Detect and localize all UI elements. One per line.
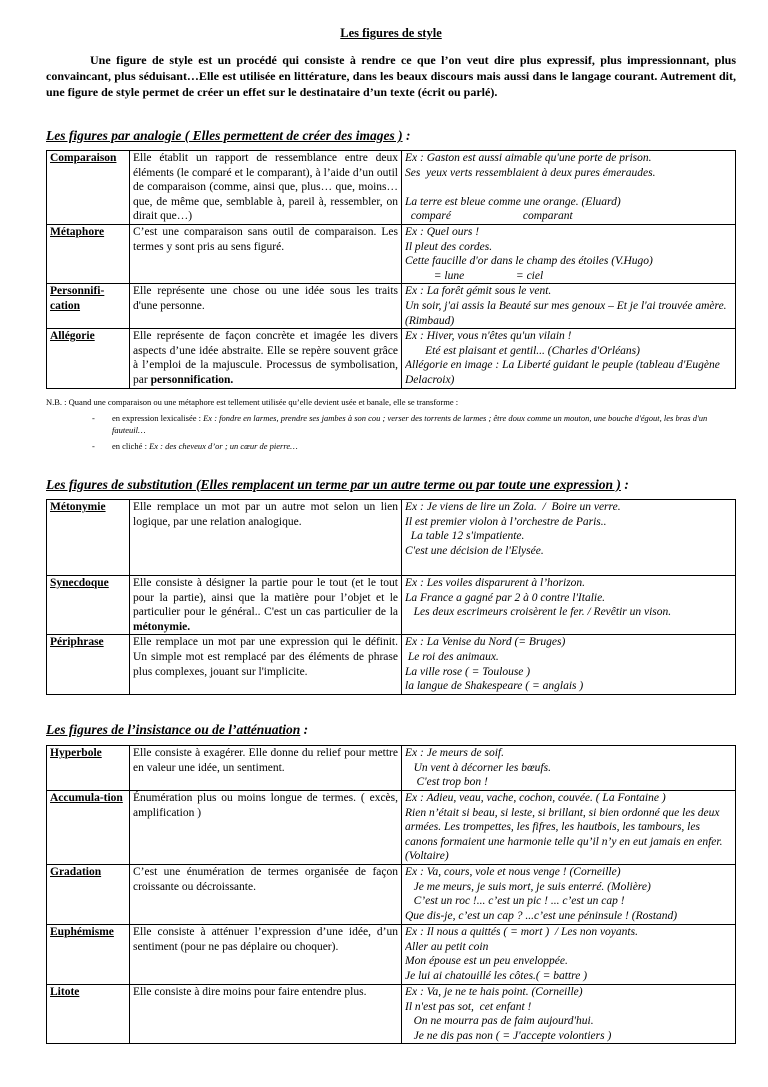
figure-definition: Elle consiste à exagérer. Elle donne du relief pour mettre en valeur une idée, un sentiment. bbox=[130, 746, 402, 791]
figure-definition: C’est une énumération de termes organisée de façon croissante ou décroissante. bbox=[130, 865, 402, 925]
example-line: Je me meurs, je suis mort, je suis enterré. (Molière) bbox=[405, 880, 651, 893]
example-line: la langue de Shakespeare ( = anglais ) bbox=[405, 680, 584, 693]
table-row bbox=[47, 791, 736, 865]
figure-examples bbox=[402, 329, 736, 389]
figure-definition: Elle représente de façon concrète et imagée les divers aspects d’une idée abstraite. Elle se repère souvent grâce à l’emploi de la majuscule. Processus de symbolisation, par personnification. bbox=[130, 329, 402, 389]
table-row bbox=[47, 635, 736, 695]
figure-definition: Elle consiste à atténuer l’expression d’une idée, d’un sentiment (pour ne pas déplaire ou choquer). bbox=[130, 925, 402, 985]
example-line: La terre est bleue comme une orange. (Eluard) bbox=[405, 195, 621, 208]
example-line: Ex : Va, cours, vole et nous venge ! (Corneille) bbox=[405, 866, 621, 878]
figure-examples bbox=[402, 151, 736, 225]
figure-examples bbox=[402, 925, 736, 985]
example-line: Ex : Je viens de lire un Zola. / Boire un verre. bbox=[405, 501, 621, 513]
figure-definition: Elle remplace un mot par un autre mot selon un lien logique, par une relation analogique. bbox=[130, 500, 402, 576]
figure-examples bbox=[402, 746, 736, 791]
nb-note bbox=[46, 396, 736, 452]
example-line: Ex : La forêt gémit sous le vent. bbox=[405, 285, 552, 298]
figure-definition: Elle consiste à désigner la partie pour le tout (et le tout pour la partie), ainsi que la matière pour l’objet et le particulier pour le général.. C'est un cas particulier de la métonymie. bbox=[130, 576, 402, 635]
intro-paragraph: Une figure de style est un procédé qui consiste à rendre ce que l’on veut dire plus expressif, plus impressionnant, plus convaincant, plus séduisant…Elle est utilisée en littérature, dans les beaux discours mais aussi dans le langage courant. Autrement dit, une figure de style permet de créer un effet sur le destinataire d’un texte (écrit ou parlé). bbox=[46, 53, 736, 99]
example-line: Que dis-je, c’est un cap ? ...c’est une péninsule ! (Rostand) bbox=[405, 909, 678, 922]
figure-term: Métaphore bbox=[47, 224, 130, 283]
figure-term: Accumula-tion bbox=[47, 791, 130, 865]
figure-term: Allégorie bbox=[47, 329, 130, 389]
figure-definition: Elle représente une chose ou une idée sous les traits d'une personne. bbox=[130, 284, 402, 329]
figure-examples bbox=[402, 284, 736, 329]
example-line: = lune = ciel bbox=[405, 269, 544, 282]
example-line: Ex : Quel ours ! bbox=[405, 225, 480, 238]
figure-term: Litote bbox=[47, 985, 130, 1044]
example-line: Ex : Va, je ne te hais point. (Corneille) bbox=[405, 986, 583, 998]
table-row bbox=[47, 284, 736, 329]
example-line: Je lui ai chatouillé les côtes.( = battre ) bbox=[405, 969, 588, 982]
example-line bbox=[405, 180, 732, 195]
example-line: Ex : Adieu, veau, vache, cochon, couvée. ( La Fontaine ) bbox=[405, 792, 666, 804]
figure-term: Comparaison bbox=[47, 151, 130, 225]
figure-term: Périphrase bbox=[47, 635, 130, 695]
example-line: Je ne dis pas non ( = J'accepte volontiers ) bbox=[405, 1029, 612, 1042]
example-line: La ville rose ( = Toulouse ) bbox=[405, 665, 531, 678]
example-line: Ex : La Venise du Nord (= Bruges) bbox=[405, 636, 566, 649]
example-line: Un soir, j'ai assis la Beauté sur mes genoux – Et je l'ai trouvée amère. (Rimbaud) bbox=[405, 299, 727, 327]
example-line: Ses yeux verts ressemblaient à deux pures émeraudes. bbox=[405, 166, 656, 179]
example-line: Il pleut des cordes. bbox=[405, 240, 493, 253]
table-row bbox=[47, 151, 736, 225]
example-line: Ex : Il nous a quittés ( = mort ) / Les non voyants. bbox=[405, 926, 638, 938]
table-row bbox=[47, 985, 736, 1044]
example-line: Ex : Les voiles disparurent à l’horizon. bbox=[405, 577, 586, 589]
example-line: On ne mourra pas de faim aujourd'hui. bbox=[405, 1015, 594, 1028]
figure-term: Synecdoque bbox=[47, 576, 130, 635]
example-line: Un vent à décorner les bœufs. bbox=[405, 761, 551, 774]
table-analogie bbox=[46, 150, 736, 389]
example-line: Ex : Hiver, vous n'êtes qu'un vilain ! bbox=[405, 330, 572, 343]
example-line: Le roi des animaux. bbox=[405, 650, 499, 663]
figure-term: Hyperbole bbox=[47, 746, 130, 791]
figure-term: Gradation bbox=[47, 865, 130, 925]
example-line: Il n'est pas sot, cet enfant ! bbox=[405, 1000, 532, 1013]
figure-examples bbox=[402, 224, 736, 283]
figure-examples bbox=[402, 985, 736, 1044]
example-line: comparé comparant bbox=[405, 210, 573, 223]
page-title: Les figures de style bbox=[340, 26, 442, 40]
figure-examples bbox=[402, 576, 736, 635]
example-line: Mon épouse est un peu enveloppée. bbox=[405, 955, 568, 968]
section-heading-analogie: Les figures par analogie ( Elles permettent de créer des images ) : bbox=[46, 128, 411, 143]
section-heading-substitution: Les figures de substitution (Elles remplacent un terme par un autre terme ou par toute une expression ) : bbox=[46, 477, 629, 492]
table-insistance bbox=[46, 745, 736, 1044]
nb-item: - en cliché : Ex : des cheveux d’or ; un cœur de pierre… bbox=[92, 441, 298, 451]
figure-examples bbox=[402, 791, 736, 865]
nb-item: - en expression lexicalisée : Ex : fondre en larmes, prendre ses jambes à son cou ; verser des torrents de larmes ; être doux comme un mouton, une bouche d'égout, les bras d'un fauteuil… bbox=[92, 413, 708, 435]
example-line: Rien n’était si beau, si leste, si brillant, si bien ordonné que les deux armées. Les trompettes, les fifres, les hautbois, les tambours, les canons formaient une harmonie telle qu’il n’y en eut jamais en enfer. (Voltaire) bbox=[405, 806, 723, 863]
example-line: La France a gagné par 2 à 0 contre l'Italie. bbox=[405, 591, 606, 604]
figure-term: Personnifi-cation bbox=[47, 284, 130, 329]
table-row bbox=[47, 746, 736, 791]
table-row bbox=[47, 329, 736, 389]
figure-examples bbox=[402, 635, 736, 695]
example-line: C'est trop bon ! bbox=[405, 776, 488, 789]
example-line: Aller au petit coin bbox=[405, 940, 489, 953]
figure-definition: Énumération plus ou moins longue de termes. ( excès, amplification ) bbox=[130, 791, 402, 865]
example-line: Les deux escrimeurs croisèrent le fer. / Revêtir un vison. bbox=[405, 606, 672, 619]
table-row bbox=[47, 865, 736, 925]
figure-definition: C’est une comparaison sans outil de comparaison. Les termes y sont pris au sens figuré. bbox=[130, 224, 402, 283]
example-line: Cette faucille d'or dans le champ des étoiles (V.Hugo) bbox=[405, 255, 653, 268]
example-line: Ex : Je meurs de soif. bbox=[405, 747, 504, 759]
example-line: Il est premier violon à l’orchestre de Paris.. bbox=[405, 515, 607, 528]
table-row bbox=[47, 925, 736, 985]
example-line: La table 12 s'impatiente. bbox=[405, 530, 525, 543]
example-line: Allégorie en image : La Liberté guidant le peuple (tableau d'Eugène Delacroix) bbox=[405, 359, 720, 386]
figure-definition: Elle consiste à dire moins pour faire entendre plus. bbox=[130, 985, 402, 1044]
example-line: C’est un roc !... c’est un pic ! ... c’est un cap ! bbox=[405, 895, 625, 908]
section-heading-insistance: Les figures de l’insistance ou de l’atténuation : bbox=[46, 722, 309, 737]
example-line: Eté est plaisant et gentil... (Charles d'Orléans) bbox=[405, 344, 640, 357]
example-line: Ex : Gaston est aussi aimable qu'une porte de prison. bbox=[405, 152, 652, 164]
figure-definition: Elle remplace un mot par une expression qui le définit. Un simple mot est remplacé par des éléments de phrase plus complexes, jouant sur l'implicite. bbox=[130, 635, 402, 695]
table-substitution bbox=[46, 499, 736, 695]
table-row bbox=[47, 500, 736, 576]
table-row bbox=[47, 224, 736, 283]
figure-term: Euphémisme bbox=[47, 925, 130, 985]
figure-examples bbox=[402, 500, 736, 576]
figure-term: Métonymie bbox=[47, 500, 130, 576]
figure-examples bbox=[402, 865, 736, 925]
table-row bbox=[47, 576, 736, 635]
figure-definition: Elle établit un rapport de ressemblance entre deux éléments (le comparé et le comparant), à l’aide d’un outil de comparaison (comme, ainsi que, plus… que, moins… que, de même que, semblable à, pareil à, ressembler, on dirait que…) bbox=[130, 151, 402, 225]
nb-text: N.B. : Quand une comparaison ou une métaphore est tellement utilisée qu’elle devient usée et banale, elle se transforme : bbox=[46, 397, 459, 407]
example-line: C'est une décision de l'Elysée. bbox=[405, 544, 544, 557]
